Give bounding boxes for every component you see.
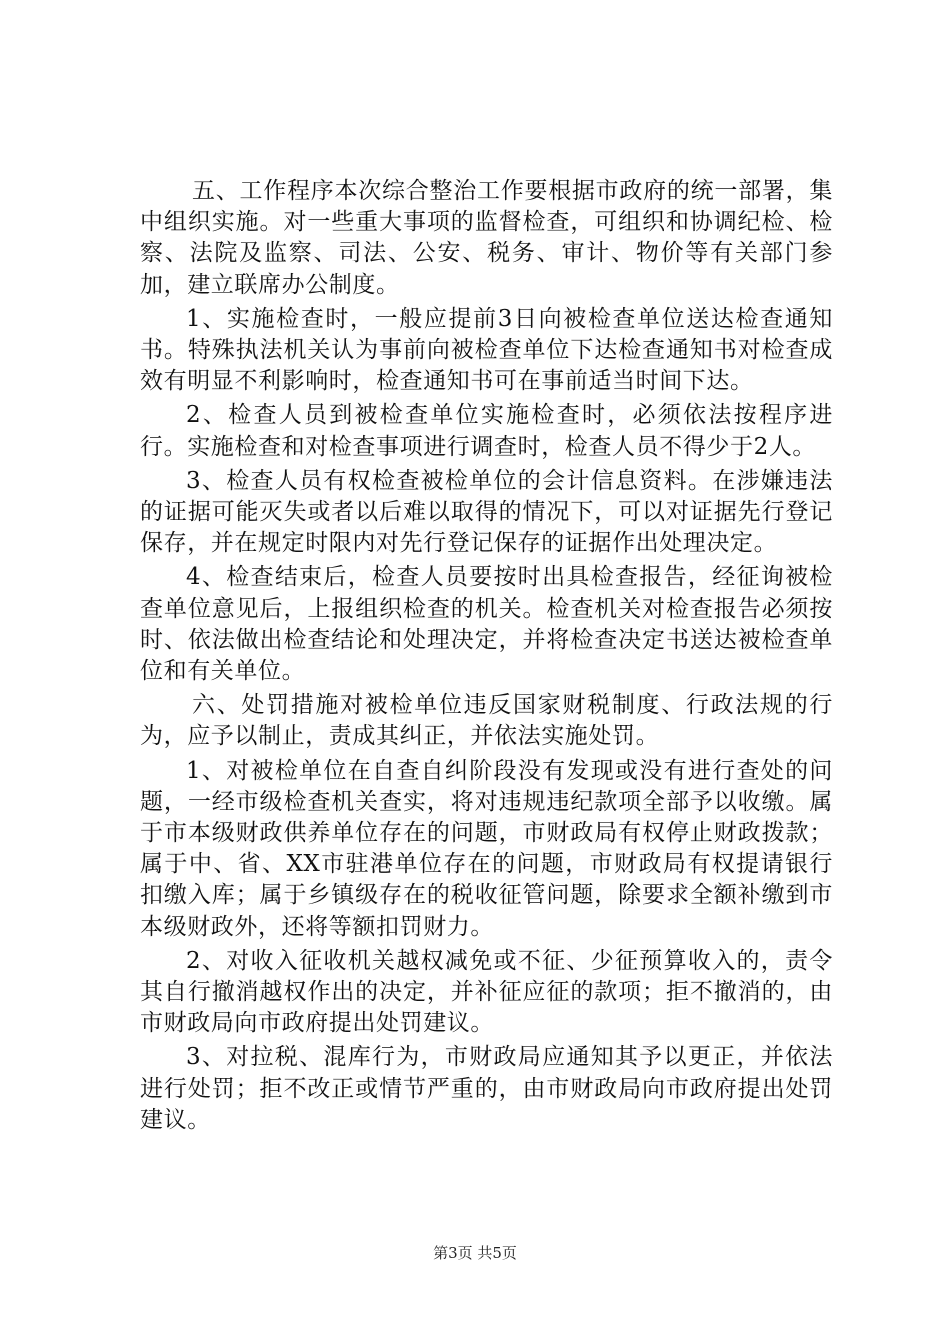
page-footer bbox=[0, 1243, 950, 1263]
list-item-paragraph: 1、对被检单位在自查自纠阶段没有发现或没有进行查处的问题，一经市级检查机关查实，将对违规违纪款项全部予以收缴。属于市本级财政供养单位存在的问题，市财政局有权停止财政拨款；属于中、省、XX市驻港单位存在的问题，市财政局有权提请银行扣缴入库；属于乡镇级存在的税收征管问题，除要求全额补缴到市本级财政外，还将等额扣罚财力。 bbox=[140, 757, 833, 940]
list-item-paragraph: 2、对收入征收机关越权减免或不征、少征预算收入的，责令其自行撤消越权作出的决定，并补征应征的款项；拒不撤消的，由市财政局向市政府提出处罚建议。 bbox=[140, 947, 833, 1037]
list-item-paragraph: 3、检查人员有权检查被检单位的会计信息资料。在涉嫌违法的证据可能灭失或者以后难以取得的情况下，可以对证据先行登记保存，并在规定时限内对先行登记保存的证据作出处理决定。 bbox=[140, 467, 833, 557]
section-heading-paragraph: 六、处罚措施对被检单位违反国家财税制度、行政法规的行为，应予以制止，责成其纠正，并依法实施处罚。 bbox=[140, 692, 833, 750]
section-heading-paragraph: 五、工作程序本次综合整治工作要根据市政府的统一部署，集中组织实施。对一些重大事项的监督检查，可组织和协调纪检、检察、法院及监察、司法、公安、税务、审计、物价等有关部门参加，建立联席办公制度。 bbox=[140, 178, 833, 298]
list-item-paragraph: 3、对拉税、混库行为，市财政局应通知其予以更正，并依法进行处罚；拒不改正或情节严重的，由市财政局向市政府提出处罚建议。 bbox=[140, 1044, 833, 1133]
page-number-label: 第3页 共5页 bbox=[433, 1244, 517, 1262]
document-body bbox=[140, 176, 833, 1139]
list-item-paragraph: 2、检查人员到被检查单位实施检查时，必须依法按程序进行。实施检查和对检查事项进行调查时，检查人员不得少于2人。 bbox=[140, 402, 833, 460]
list-item-paragraph: 1、实施检查时，一般应提前3日向被检查单位送达检查通知书。特殊执法机关认为事前向被检查单位下达检查通知书对检查成效有明显不利影响时，检查通知书可在事前适当时间下达。 bbox=[140, 305, 833, 395]
list-item-paragraph: 4、检查结束后，检查人员要按时出具检查报告，经征询被检查单位意见后，上报组织检查的机关。检查机关对检查报告必须按时、依法做出检查结论和处理决定，并将检查决定书送达被检查单位和有关单位。 bbox=[140, 564, 833, 685]
